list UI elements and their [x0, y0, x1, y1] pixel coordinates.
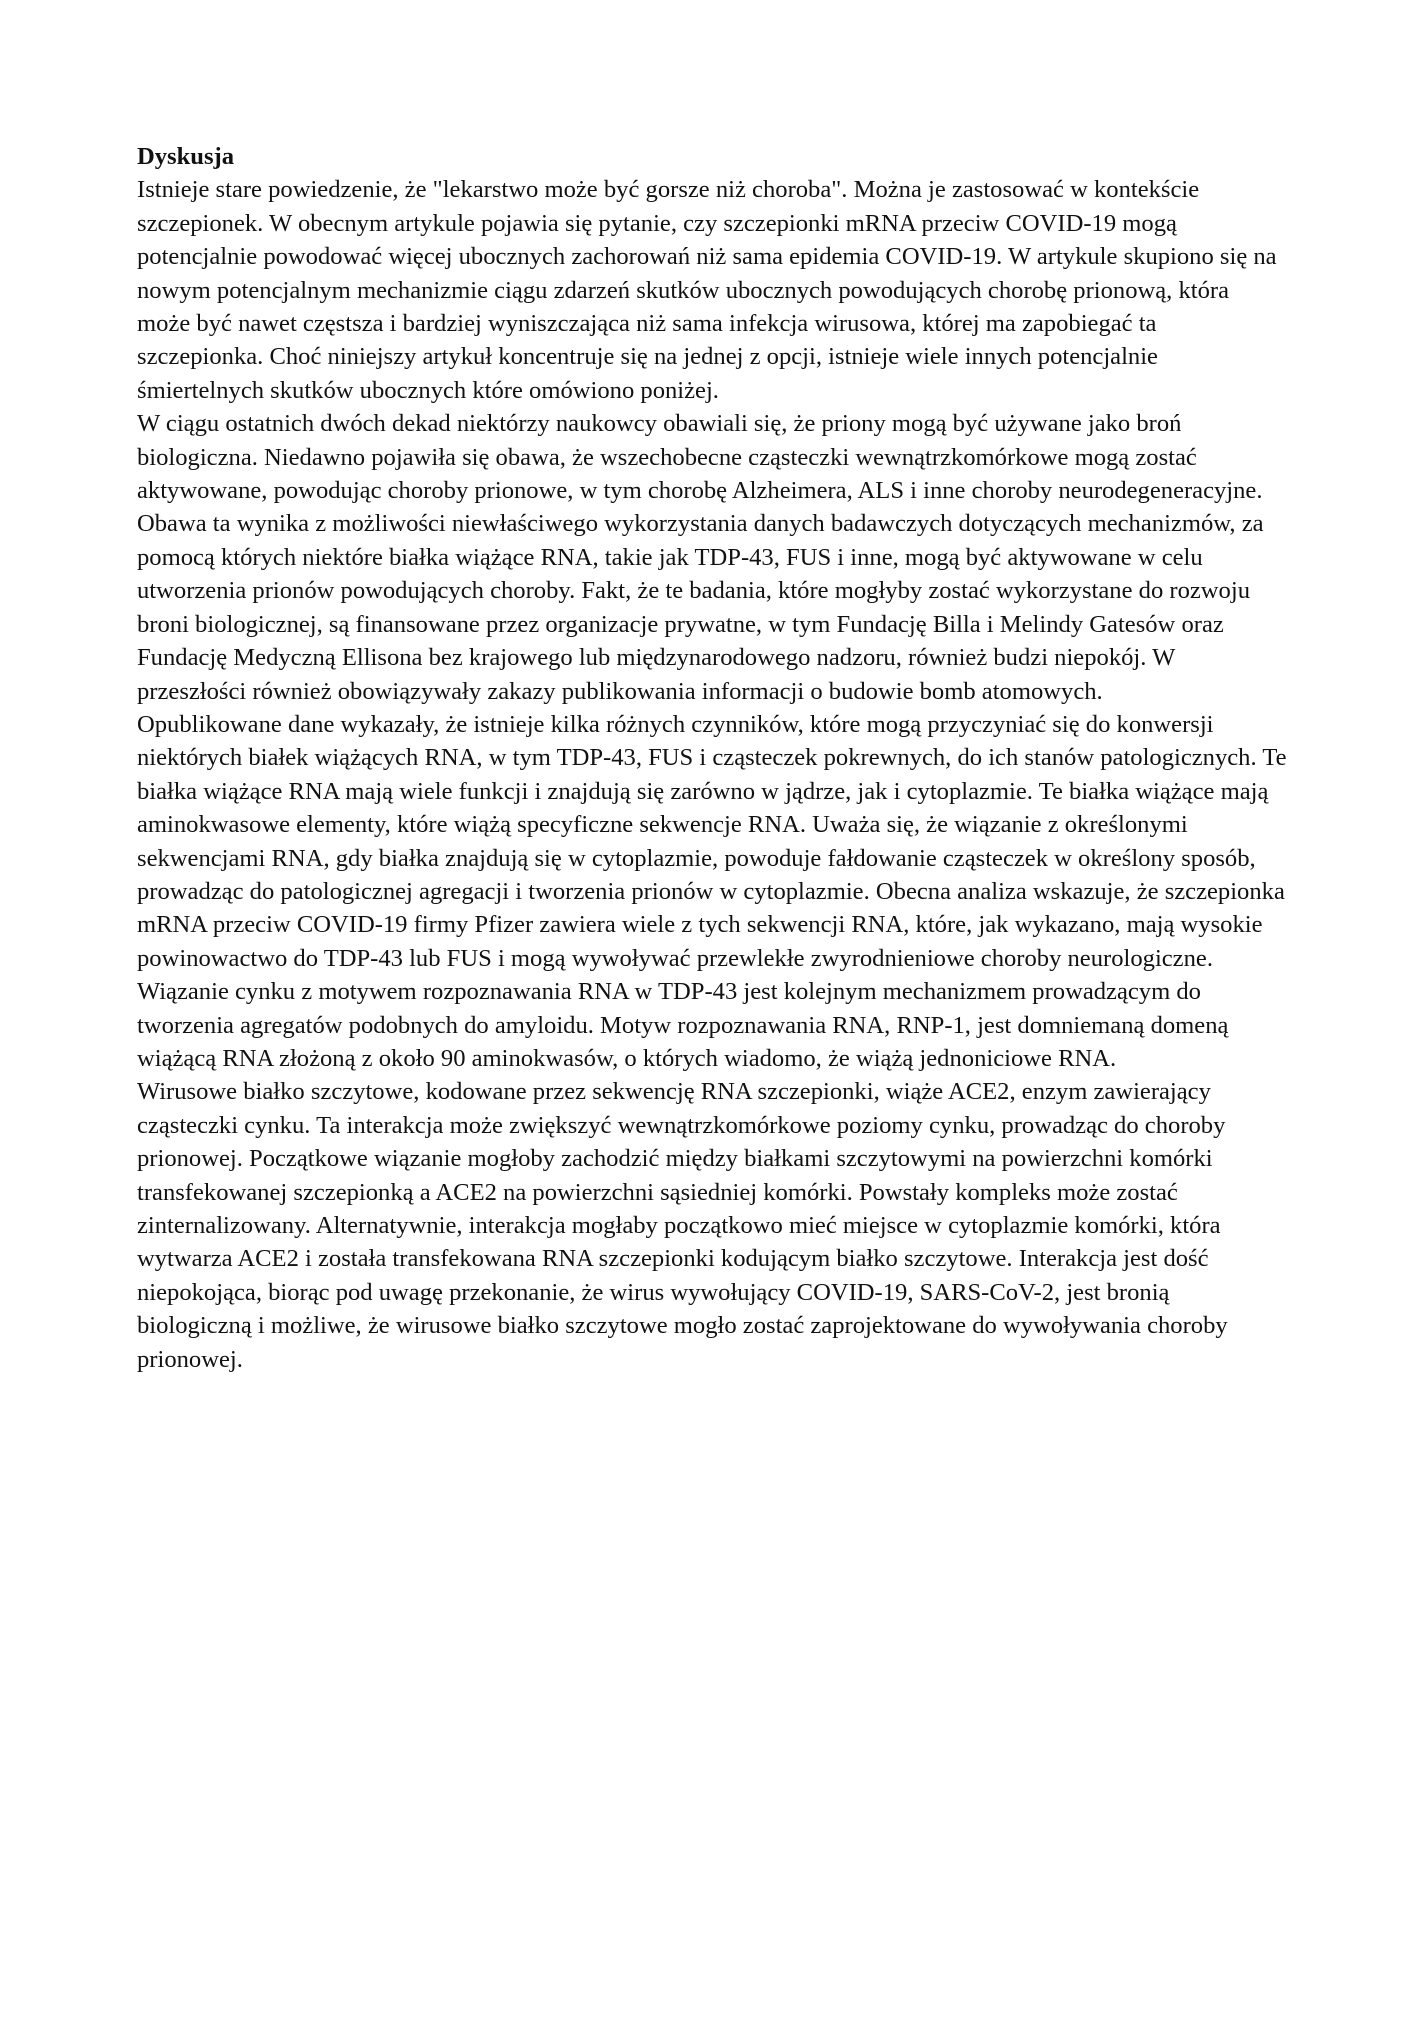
paragraph-3: Opublikowane dane wykazały, że istnieje kilka różnych czynników, które mogą przyczyniać się do konwersji niektórych białek wiążących RNA, w tym TDP-43, FUS i cząsteczek pokrewnych, do ich stanów patologicznych. Te białka wiążące RNA mają wiele funkcji i znajdują się zarówno w jądrze, jak i cytoplazmie. Te białka wiążące mają aminokwasowe elementy, które wiążą specyficzne sekwencje RNA. Uważa się, że wiązanie z określonymi sekwencjami RNA, gdy białka znajdują się w cytoplazmie, powoduje fałdowanie cząsteczek w określony sposób, prowadząc do patologicznej agregacji i tworzenia prionów w cytoplazmie. Obecna analiza wskazuje, że szczepionka mRNA przeciw COVID-19 firmy Pfizer zawiera wiele z tych sekwencji RNA, które, jak wykazano, mają wysokie powinowactwo do TDP-43 lub FUS i mogą wywoływać przewlekłe zwyrodnieniowe choroby neurologiczne.	[137, 710, 1287, 972]
document-body	[137, 140, 1287, 1376]
paragraph-2: W ciągu ostatnich dwóch dekad niektórzy naukowcy obawiali się, że priony mogą być używane jako broń biologiczna. Niedawno pojawiła się obawa, że wszechobecne cząsteczki wewnątrzkomórkowe mogą zostać aktywowane, powodując choroby prionowe, w tym chorobę Alzheimera, ALS i inne choroby neurodegeneracyjne. Obawa ta wynika z możliwości niewłaściwego wykorzystania danych badawczych dotyczących mechanizmów, za pomocą których niektóre białka wiążące RNA, takie jak TDP-43, FUS i inne, mogą być aktywowane w celu utworzenia prionów powodujących choroby. Fakt, że te badania, które mogłyby zostać wykorzystane do rozwoju broni biologicznej, są finansowane przez organizacje prywatne, w tym Fundację Billa i Melindy Gatesów oraz Fundację Medyczną Ellisona bez krajowego lub międzynarodowego nadzoru, również budzi niepokój. W przeszłości również obowiązywały zakazy publikowania informacji o budowie bomb atomowych.	[137, 410, 1264, 705]
paragraph-5: Wirusowe białko szczytowe, kodowane przez sekwencję RNA szczepionki, wiąże ACE2, enzym zawierający cząsteczki cynku. Ta interakcja może zwiększyć wewnątrzkomórkowe poziomy cynku, prowadząc do choroby prionowej. Początkowe wiązanie mogłoby zachodzić między białkami szczytowymi na powierzchni komórki transfekowanej szczepionką a ACE2 na powierzchni sąsiedniej komórki. Powstały kompleks może zostać zinternalizowany. Alternatywnie, interakcja mogłaby początkowo mieć miejsce w cytoplazmie komórki, która wytwarza ACE2 i została transfekowana RNA szczepionki kodującym białko szczytowe. Interakcja jest dość niepokojąca, biorąc pod uwagę przekonanie, że wirus wywołujący COVID-19, SARS-CoV-2, jest bronią biologiczną i możliwe, że wirusowe białko szczytowe mogło zostać zaprojektowane do wywoływania choroby prionowej.	[137, 1078, 1228, 1373]
paragraph-4: Wiązanie cynku z motywem rozpoznawania RNA w TDP-43 jest kolejnym mechanizmem prowadzącym do tworzenia agregatów podobnych do amyloidu. Motyw rozpoznawania RNA, RNP-1, jest domniemaną domeną wiążącą RNA złożoną z około 90 aminokwasów, o których wiadomo, że wiążą jednoniciowe RNA.	[137, 978, 1229, 1072]
paragraph-1: Istnieje stare powiedzenie, że "lekarstwo może być gorsze niż choroba". Można je zastosować w kontekście szczepionek. W obecnym artykule pojawia się pytanie, czy szczepionki mRNA przeciw COVID-19 mogą potencjalnie powodować więcej ubocznych zachorowań niż sama epidemia COVID-19. W artykule skupiono się na nowym potencjalnym mechanizmie ciągu zdarzeń skutków ubocznych powodujących chorobę prionową, która może być nawet częstsza i bardziej wyniszczająca niż sama infekcja wirusowa, której ma zapobiegać ta szczepionka. Choć niniejszy artykuł koncentruje się na jednej z opcji, istnieje wiele innych potencjalnie śmiertelnych skutków ubocznych które omówiono poniżej.	[137, 176, 1277, 404]
section-heading: Dyskusja	[137, 143, 235, 170]
